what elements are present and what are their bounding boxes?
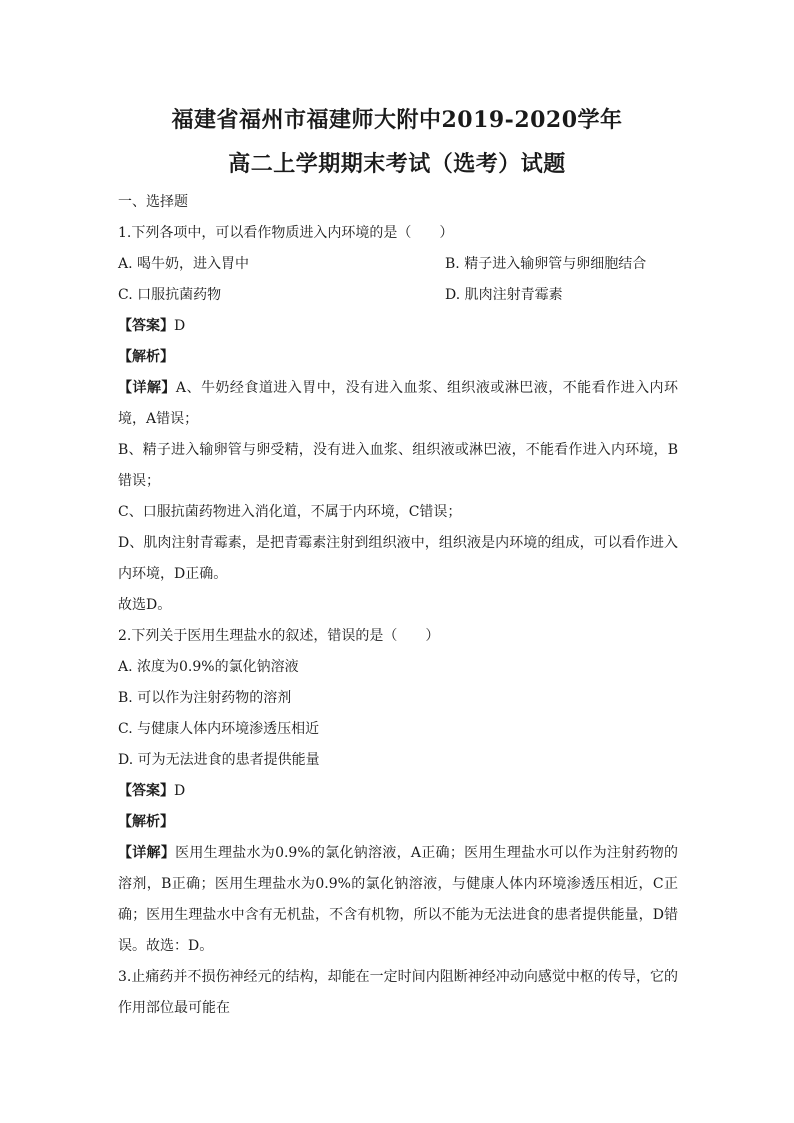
q3-stem: 3.止痛药并不损伤神经元的结构，却能在一定时间内阻断神经冲动向感觉中枢的传导，它的作用部位最可能在 xyxy=(118,969,678,1016)
document-body xyxy=(118,187,678,1024)
q2-detail-label: 【详解】 xyxy=(118,845,176,861)
q1-option-a: A. 喝牛奶，进入胃中 xyxy=(118,256,250,272)
q2-option-a: A. 浓度为0.9%的氯化钠溶液 xyxy=(118,659,299,675)
section-heading: 一、选择题 xyxy=(118,194,188,210)
document-title-line2: 高二上学期期末考试（选考）试题 xyxy=(228,151,566,177)
q2-detail xyxy=(118,838,678,962)
q1-conclusion: 故选D。 xyxy=(118,597,172,613)
q2-analysis-label: 【解析】 xyxy=(118,814,174,830)
q1-option-b: B. 精子进入输卵管与卵细胞结合 xyxy=(445,256,647,272)
q2-option-b: B. 可以作为注射药物的溶剂 xyxy=(118,690,292,706)
q1-options-row2 xyxy=(118,280,678,311)
q1-options-row1 xyxy=(118,249,678,280)
q2-answer-label: 【答案】 xyxy=(118,783,174,799)
q1-stem: 1.下列各项中，可以看作物质进入内环境的是（ ） xyxy=(118,225,454,241)
q1-detail-a xyxy=(118,373,678,435)
q2-option-d: D. 可为无法进食的患者提供能量 xyxy=(118,752,320,768)
q1-option-d: D. 肌肉注射青霉素 xyxy=(445,287,563,303)
q2-option-c: C. 与健康人体内环境渗透压相近 xyxy=(118,721,320,737)
q1-detail-c: C、口服抗菌药物进入消化道，不属于内环境，C错误； xyxy=(118,504,462,520)
q1-analysis-label: 【解析】 xyxy=(118,349,174,365)
q1-answer xyxy=(118,311,678,342)
q1-option-c: C. 口服抗菌药物 xyxy=(118,287,222,303)
q2-answer xyxy=(118,776,678,807)
document-title-line1: 福建省福州市福建师大附中2019-2020学年 xyxy=(171,107,623,133)
q1-detail-b: B、精子进入输卵管与卵受精，没有进入血浆、组织液或淋巴液，不能看作进入内环境，B错误； xyxy=(118,442,678,489)
q1-answer-value: D xyxy=(174,318,186,334)
q1-detail-d: D、肌肉注射青霉素，是把青霉素注射到组织液中，组织液是内环境的组成，可以看作进入内环境，D正确。 xyxy=(118,535,678,582)
q1-detail-a-text: A、牛奶经食道进入胃中，没有进入血浆、组织液或淋巴液，不能看作进入内环境，A错误； xyxy=(118,380,679,427)
q2-answer-value: D xyxy=(174,783,186,799)
q1-detail-label: 【详解】 xyxy=(118,380,176,396)
q2-detail-text: 医用生理盐水为0.9%的氯化钠溶液，A正确；医用生理盐水可以作为注射药物的溶剂，B正确；医用生理盐水为0.9%的氯化钠溶液，与健康人体内环境渗透压相近，C正确；医用生理盐水中含有无机盐，不含有机物，所以不能为无法进食的患者提供能量，D错误。故选：D。 xyxy=(118,845,678,954)
q1-answer-label: 【答案】 xyxy=(118,318,174,334)
q2-stem: 2.下列关于医用生理盐水的叙述，错误的是（ ） xyxy=(118,628,440,644)
